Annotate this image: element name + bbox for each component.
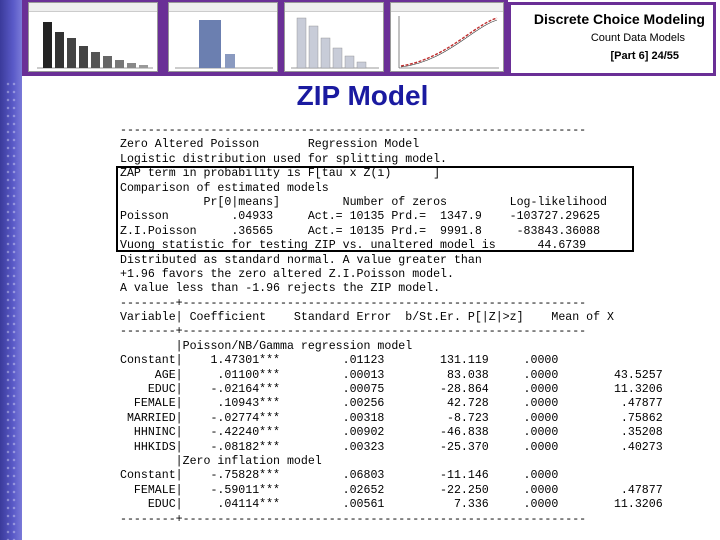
output-line: Poisson .04933 Act.= 10135 Prd.= 1347.9 -103727.29625 <box>120 210 601 224</box>
output-line: AGE| .01100*** .00013 83.038 .0000 43.5257 <box>120 368 663 382</box>
output-line: +1.96 favors the zero altered Z.I.Poisson model. <box>120 267 454 281</box>
output-line: FEMALE| .10943*** .00256 42.728 .0000 .47877 <box>120 397 663 411</box>
output-line: ZAP term in probability is F[tau x Z(i) ] <box>120 167 441 181</box>
output-line: Vuong statistic for testing ZIP vs. unaltered model is 44.6739 <box>120 239 587 253</box>
slide-header-box <box>508 2 716 76</box>
slide-title: ZIP Model <box>296 80 429 111</box>
output-line: |Zero inflation model <box>120 454 322 468</box>
column-thumbnail-graphic <box>285 12 383 72</box>
histogram-thumbnail-graphic <box>29 12 157 72</box>
left-dot-pattern <box>5 80 17 540</box>
output-line: EDUC| .04114*** .00561 7.336 .0000 11.3206 <box>120 498 663 512</box>
output-line: Logistic distribution used for splitting model. <box>120 152 447 166</box>
output-line: HHNINC| -.42240*** .00902 -46.838 .0000 .35208 <box>120 426 663 440</box>
course-title: Discrete Choice Modeling <box>533 11 705 27</box>
output-line: A value less than -1.96 rejects the ZIP model. <box>120 282 441 296</box>
output-line: Z.I.Poisson .36565 Act.= 10135 Prd.= 9991.8 -83843.36088 <box>120 224 601 238</box>
output-line: FEMALE| -.59011*** .02652 -22.250 .0000 .47877 <box>120 483 663 497</box>
output-line: Variable| Coefficient Standard Error b/St.Er. P[|Z|>z] Mean of X <box>120 311 614 325</box>
output-line: HHKIDS| -.08182*** .00323 -25.370 .0000 .40273 <box>120 440 663 454</box>
bar-thumbnail-graphic <box>169 12 277 72</box>
course-subtitle: Count Data Models <box>590 32 685 44</box>
output-line: Zero Altered Poisson Regression Model <box>120 138 420 152</box>
thumbnail-bar-chart <box>168 2 278 72</box>
comparison-highlight-box <box>116 166 634 252</box>
output-line: |Poisson/NB/Gamma regression model <box>120 339 413 353</box>
thumbnail-line-plot <box>390 2 504 72</box>
output-line: MARRIED| -.02774*** .00318 -8.723 .0000 .75862 <box>120 411 663 425</box>
output-line: Distributed as standard normal. A value greater than <box>120 253 482 267</box>
output-line: --------+---------------------------------------------------------- <box>120 512 587 526</box>
output-line: Constant| -.75828*** .06803 -11.146 .0000 <box>120 469 559 483</box>
output-line: ------------------------------------------------------------------- <box>120 124 587 137</box>
output-line: --------+---------------------------------------------------------- <box>120 296 587 310</box>
part-and-page-number: [Part 6] 24/55 <box>610 50 679 62</box>
output-line: EDUC| -.02164*** .00075 -28.864 .0000 11.3206 <box>120 383 663 397</box>
output-line: Pr[0|means] Number of zeros Log-likelihood <box>120 195 608 209</box>
output-line: Constant| 1.47301*** .01123 131.119 .0000 <box>120 354 559 368</box>
thumbnail-histogram <box>28 2 158 72</box>
left-decorative-bar <box>0 0 22 540</box>
thumbnail-strip <box>22 0 508 76</box>
output-line: Comparison of estimated models <box>120 181 329 195</box>
line-thumbnail-graphic <box>391 12 503 72</box>
output-line: --------+---------------------------------------------------------- <box>120 325 587 339</box>
thumbnail-column-chart <box>284 2 384 72</box>
